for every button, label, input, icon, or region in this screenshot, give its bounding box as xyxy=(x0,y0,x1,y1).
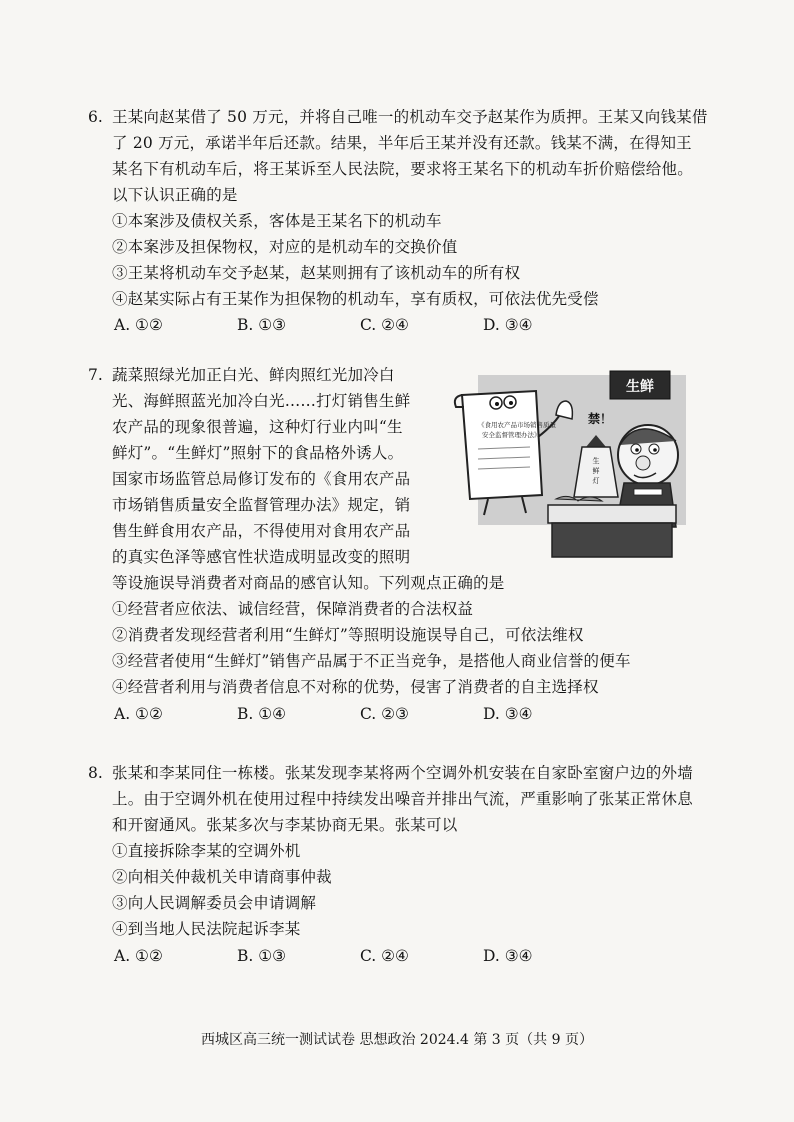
question-6-options xyxy=(114,313,606,337)
question-7-line: 蔬菜照绿光加正白光、鲜肉照红光加冷白 xyxy=(112,366,395,384)
question-8-statement: ①直接拆除李某的空调外机 xyxy=(112,842,301,860)
option-c[interactable]: C. ②④ xyxy=(360,947,409,965)
option-d[interactable]: D. ③④ xyxy=(483,316,533,334)
option-a[interactable]: A. ①② xyxy=(114,947,163,965)
page-footer: 西城区高三统一测试试卷 思想政治 2024.4 第 3 页（共 9 页） xyxy=(201,1032,593,1048)
question-6-statement: ②本案涉及担保物权，对应的是机动车的交换价值 xyxy=(112,238,458,256)
question-6-line: 了 20 万元，承诺半年后还款。结果，半年后王某并没有还款。钱某不满，在得知王 xyxy=(112,134,692,152)
question-7-statement: ①经营者应依法、诚信经营，保障消费者的合法权益 xyxy=(112,600,474,618)
option-a[interactable]: A. ①② xyxy=(114,316,163,334)
question-7-line: 等设施误导消费者对商品的感官认知。下列观点正确的是 xyxy=(112,574,505,592)
lamp-label: 生 xyxy=(592,457,600,465)
option-b[interactable]: B. ①③ xyxy=(237,316,287,334)
question-8-statement: ②向相关仲裁机关申请商事仲裁 xyxy=(112,868,332,886)
lamp-label: 鲜 xyxy=(592,467,600,475)
question-7-line: 市场销售质量安全监督管理办法》规定，销 xyxy=(112,496,411,514)
question-6-line: 某名下有机动车后，将王某诉至人民法院，要求将王某名下的机动车折价赔偿给他。 xyxy=(112,160,693,178)
option-a[interactable]: A. ①② xyxy=(114,705,163,723)
question-7-line: 售生鲜食用农产品，不得使用对食用农产品 xyxy=(112,522,411,540)
question-8-options xyxy=(114,944,606,968)
question-6-line: 王某向赵某借了 50 万元，并将自己唯一的机动车交予赵某作为质押。王某又向钱某借 xyxy=(112,108,708,126)
question-7-statement: ④经营者利用与消费者信息不对称的优势，侵害了消费者的自主选择权 xyxy=(112,678,599,696)
counter-top xyxy=(548,505,676,523)
document-title-part: 安全监督管理办法》 xyxy=(482,431,541,439)
question-7-statement: ③经营者使用“生鲜灯”销售产品属于不正当竞争，是搭他人商业信誉的便车 xyxy=(112,652,631,670)
question-7-line: 国家市场监管总局修订发布的《食用农产品 xyxy=(112,470,411,488)
option-c[interactable]: C. ②③ xyxy=(360,705,409,723)
question-6-line: 以下认识正确的是 xyxy=(112,186,238,204)
option-b[interactable]: B. ①④ xyxy=(237,705,287,723)
question-7-line: 的真实色泽等感官性状造成明显改变的照明 xyxy=(112,548,411,566)
question-8-statement: ③向人民调解委员会申请调解 xyxy=(112,894,317,912)
question-7-line: 鲜灯”。“生鲜灯”照射下的食品格外诱人。 xyxy=(112,444,404,462)
option-b[interactable]: B. ①③ xyxy=(237,947,287,965)
question-7-line: 农产品的现象很普遍，这种灯行业内叫“生 xyxy=(112,418,403,436)
counter-base xyxy=(552,523,672,557)
question-6-statement: ③王某将机动车交予赵某，赵某则拥有了该机动车的所有权 xyxy=(112,264,521,282)
option-d[interactable]: D. ③④ xyxy=(483,705,533,723)
option-d[interactable]: D. ③④ xyxy=(483,947,533,965)
question-8-statement: ④到当地人民法院起诉李某 xyxy=(112,920,301,938)
question-8-line: 和开窗通风。张某多次与李某协商无果。张某可以 xyxy=(112,816,458,834)
question-8-line: 张某和李某同住一栋楼。张某发现李某将两个空调外机安装在自家卧室窗户边的外墙 xyxy=(112,764,693,782)
cartoon-illustration xyxy=(438,367,688,569)
question-6-statement: ④赵某实际占有王某作为担保物的机动车，享有质权，可依法优先受偿 xyxy=(112,290,599,308)
question-7-line: 光、海鲜照蓝光加冷白光……打灯销售生鲜 xyxy=(112,392,411,410)
document-character xyxy=(462,391,542,499)
option-c[interactable]: C. ②④ xyxy=(360,316,409,334)
question-7-number: 7. xyxy=(88,366,103,384)
vendor-nose xyxy=(636,456,650,470)
question-8-line: 上。由于空调外机在使用过程中持续发出噪音并排出气流，严重影响了张某正常休息 xyxy=(112,790,693,808)
document-title-part: 《食用农产品市场销售质量 xyxy=(478,421,556,429)
exclaim-text: 禁！ xyxy=(588,412,613,426)
question-6-statement: ①本案涉及债权关系，客体是王某名下的机动车 xyxy=(112,212,442,230)
lamp-label: 灯 xyxy=(592,477,600,485)
question-7-statement: ②消费者发现经营者利用“生鲜灯”等照明设施误导自己，可依法维权 xyxy=(112,626,584,644)
sign-text: 生鲜 xyxy=(626,379,654,395)
question-6-number: 6. xyxy=(88,108,103,126)
question-7-options xyxy=(114,702,606,726)
question-8-number: 8. xyxy=(88,764,103,782)
